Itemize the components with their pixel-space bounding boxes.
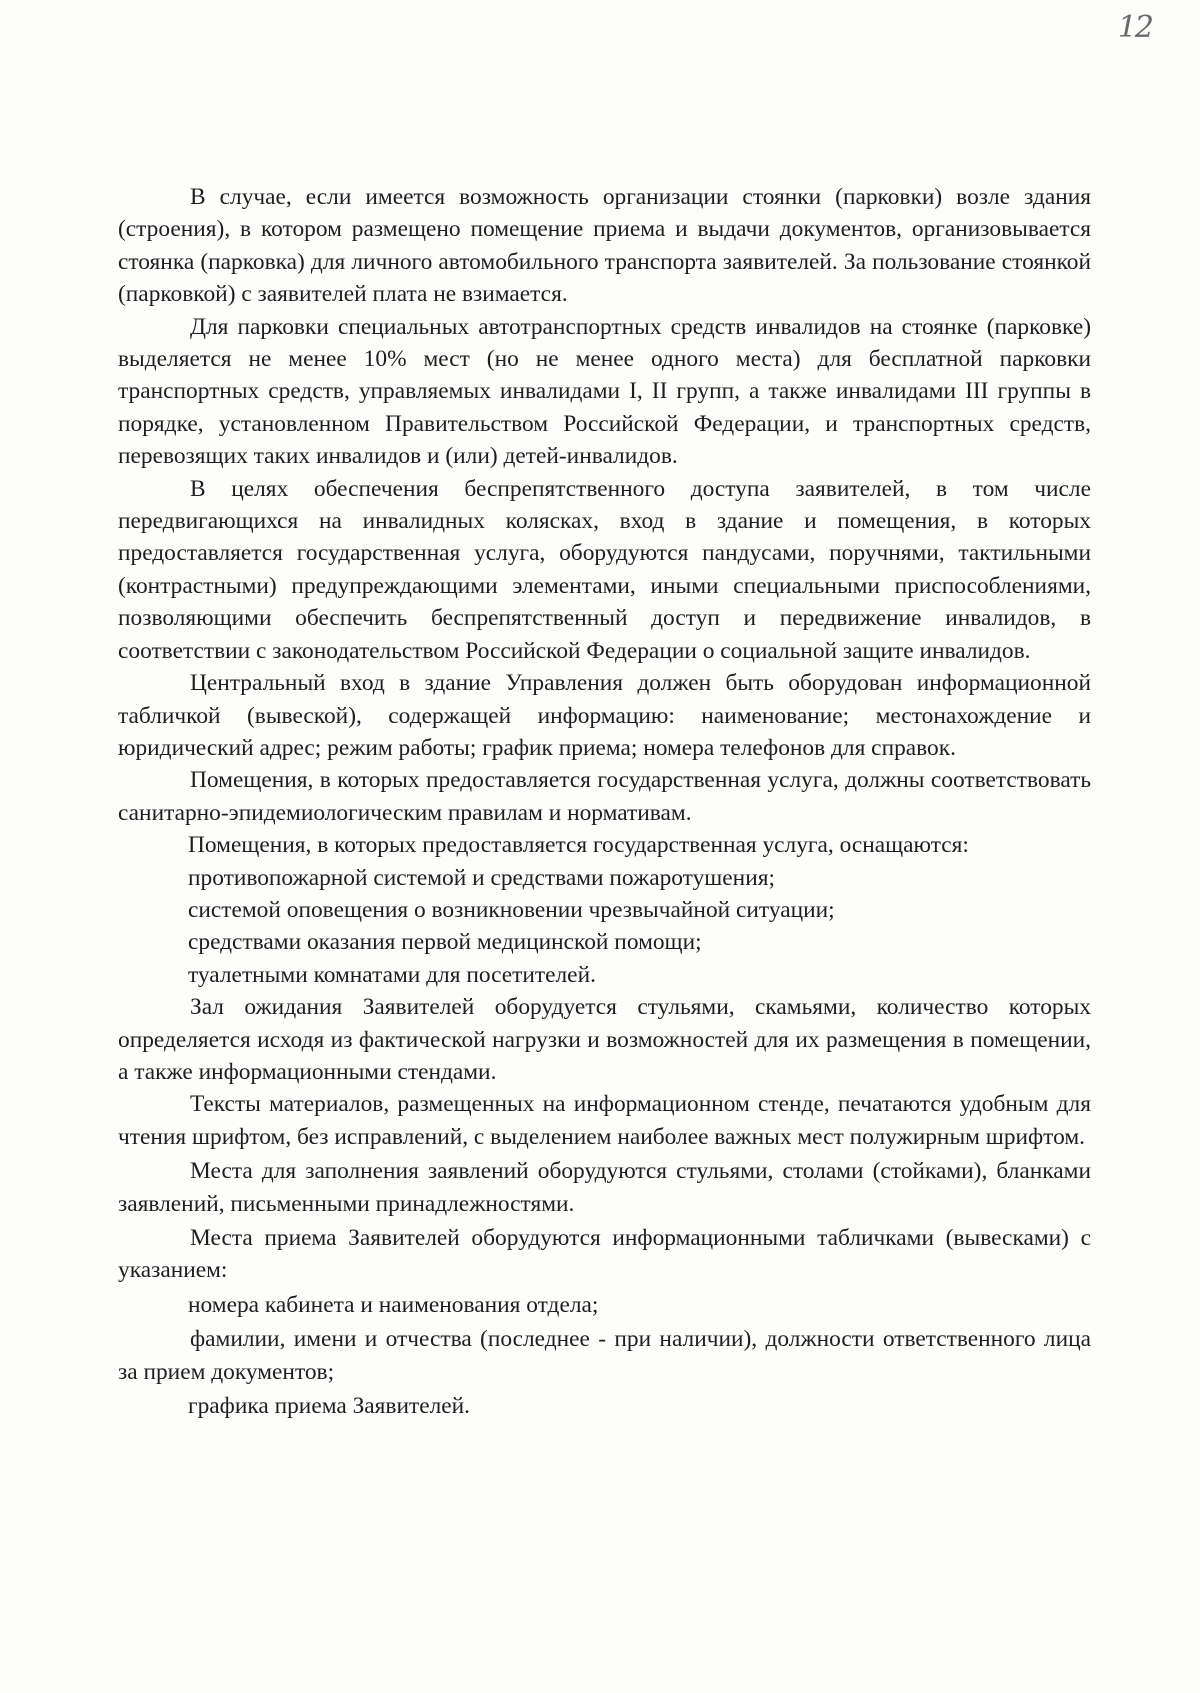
- document-body: [118, 181, 1091, 1422]
- paragraph-filling-places: Места для заполнения заявлений оборудуются стульями, столами (стойками), бланками заявлений, письменными принадлежностями.: [118, 1158, 1091, 1217]
- list-item-schedule: графика приема Заявителей.: [188, 1393, 471, 1420]
- page-number: 12: [1117, 10, 1152, 45]
- paragraph-stand-texts: Тексты материалов, размещенных на информационном стенде, печатаются удобным для чтения шрифтом, без исправлений, с выделением наиболее важных мест полужирным шрифтом.: [118, 1091, 1091, 1150]
- list-item-fire-system: противопожарной системой и средствами пожаротушения;: [188, 864, 775, 891]
- paragraph-disabled-parking: Для парковки специальных автотранспортных средств инвалидов на стоянке (парковке) выделяется не менее 10% мест (но не менее одного места) для бесплатной парковки транспортных средств, управляемых инвалидами I, II групп, а также инвалидами III группы в порядке, установленном Правительством Российской Федерации, и транспортных средств, перевозящих таких инвалидов и (или) детей-инвалидов.: [118, 313, 1091, 470]
- paragraph-accessibility: В целях обеспечения беспрепятственного доступа заявителей, в том числе передвигающихся на инвалидных колясках, вход в здание и помещения, в которых предоставляется государственная услуга, оборудуются пандусами, поручнями, тактильными (контрастными) предупреждающими элементами, иными специальными приспособлениями, позволяющими обеспечить беспрепятственный доступ и передвижение инвалидов, в соответствии с законодательством Российской Федерации о социальной защите инвалидов.: [118, 475, 1091, 664]
- list-item-office-number: номера кабинета и наименования отдела;: [188, 1291, 599, 1318]
- list-item-first-aid: средствами оказания первой медицинской помощи;: [188, 929, 702, 956]
- paragraph-sanitary-rules: Помещения, в которых предоставляется государственная услуга, должны соответствовать санитарно-эпидемиологическим правилам и нормативам.: [118, 767, 1091, 826]
- list-item-alert-system: системой оповещения о возникновении чрезвычайной ситуации;: [188, 896, 835, 923]
- list-item-responsible-person: фамилии, имени и отчества (последнее - при наличии), должности ответственного лица за прием документов;: [118, 1326, 1091, 1385]
- list-item-restrooms: туалетными комнатами для посетителей.: [188, 961, 596, 988]
- paragraph-waiting-hall: Зал ожидания Заявителей оборудуется стульями, скамьями, количество которых определяется исходя из фактической нагрузки и возможностей для их размещения в помещении, а также информационными стендами.: [118, 994, 1091, 1085]
- paragraph-reception-places: Места приема Заявителей оборудуются информационными табличками (вывесками) с указанием:: [118, 1225, 1091, 1284]
- paragraph-entrance-sign: Центральный вход в здание Управления должен быть оборудован информационной табличкой (вывеской), содержащей информацию: наименование; местонахождение и юридический адрес; режим работы; график приема; номера телефонов для справок.: [118, 670, 1091, 761]
- paragraph-parking: В случае, если имеется возможность организации стоянки (парковки) возле здания (строения), в котором размещено помещение приема и выдачи документов, организовывается стоянка (парковка) для личного автомобильного транспорта заявителей. За пользование стоянкой (парковкой) с заявителей плата не взимается.: [118, 184, 1091, 308]
- paragraph-equipment-intro: Помещения, в которых предоставляется государственная услуга, оснащаются:: [188, 832, 969, 859]
